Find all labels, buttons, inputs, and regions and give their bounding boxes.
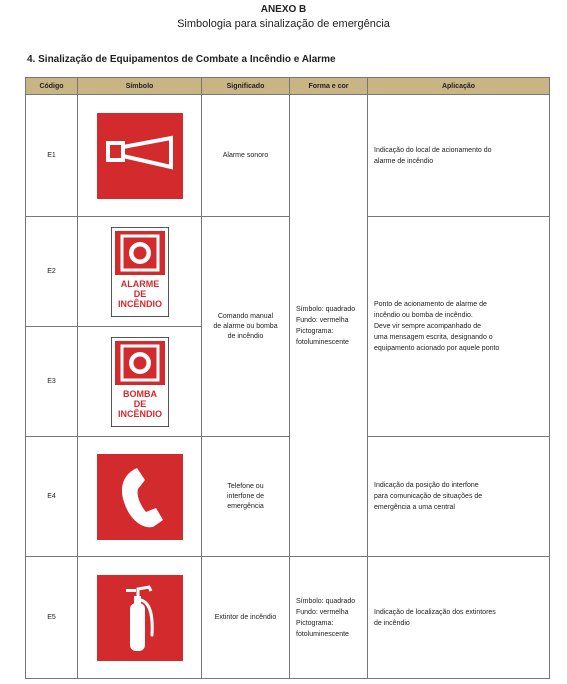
application-text: Indicação do local de acionamento do <box>374 146 492 154</box>
application-cell <box>368 557 550 679</box>
meaning-cell <box>202 557 290 679</box>
form-text: Pictograma: <box>296 327 334 335</box>
application-text: alarme de incêndio <box>374 157 434 165</box>
column-header-meaning: Significado <box>202 78 290 95</box>
meaning-cell <box>202 95 290 217</box>
meaning-text: Telefone ou <box>227 482 264 490</box>
form-color-cell <box>290 95 368 557</box>
application-text: incêndio ou bomba de incêndio. <box>374 312 473 319</box>
symbol-label: DE <box>133 288 146 299</box>
symbol-cell <box>78 557 202 679</box>
column-header-symbol: Símbolo <box>78 78 202 95</box>
table-row <box>26 217 550 327</box>
meaning-text: de alarme ou bomba <box>213 322 278 330</box>
symbol-label: INCÊNDIO <box>117 408 162 419</box>
application-text: de incêndio <box>374 619 410 627</box>
meaning-text: interfone de <box>227 492 264 500</box>
meaning-cell <box>202 437 290 557</box>
symbol-label: ALARME <box>120 278 159 289</box>
form-text: Símbolo: quadrado <box>296 305 356 313</box>
application-text: Indicação da posição do interfone <box>374 482 479 489</box>
symbol-cell <box>78 327 202 437</box>
application-text: Ponto de acionamento de alarme de <box>374 301 487 308</box>
application-text: para comunicação de situações de <box>374 493 483 500</box>
application-text: emergência a uma central <box>374 504 455 511</box>
form-text: Fundo: vermelha <box>296 316 349 324</box>
table-header-row <box>26 78 550 95</box>
signage-table <box>25 77 550 679</box>
application-text: Deve vir sempre acompanhado de <box>374 323 482 330</box>
table-row <box>26 95 550 217</box>
form-text: fotoluminescente <box>296 338 349 346</box>
row-code: E1 <box>26 95 78 217</box>
symbol-cell <box>78 437 202 557</box>
application-text: equipamento acionado por aquele ponto <box>374 345 500 352</box>
annex-subtitle: Simbologia para sinalização de emergência <box>177 18 390 30</box>
meaning-text: de incêndio <box>227 332 264 340</box>
meaning-text: Alarme sonoro <box>222 151 269 159</box>
row-code: E5 <box>26 557 78 679</box>
application-cell <box>368 437 550 557</box>
symbol-label: BOMBA <box>122 388 157 399</box>
table-row <box>26 437 550 557</box>
symbol-cell <box>78 95 202 217</box>
phone-icon <box>97 454 183 540</box>
symbol-cell <box>78 217 202 327</box>
meaning-text: emergência <box>227 502 264 510</box>
alarm-button-icon <box>111 227 169 317</box>
column-header-application: Aplicação <box>368 78 550 95</box>
table-row <box>26 557 550 679</box>
application-text: Indicação de localização dos extintores <box>374 608 496 616</box>
form-text: fotoluminescente <box>296 630 349 638</box>
application-cell <box>368 217 550 437</box>
fire-extinguisher-icon <box>97 575 183 661</box>
alarm-horn-icon <box>97 113 183 199</box>
column-header-form: Forma e cor <box>290 78 368 95</box>
row-code: E3 <box>26 327 78 437</box>
application-cell <box>368 95 550 217</box>
pump-button-icon <box>111 337 169 427</box>
symbol-label: DE <box>133 398 146 409</box>
form-text: Pictograma: <box>296 619 334 627</box>
form-color-cell <box>290 557 368 679</box>
section-title: 4. Sinalização de Equipamentos de Combate a Incêndio e Alarme <box>27 54 336 65</box>
form-text: Símbolo: quadrado <box>296 597 356 605</box>
meaning-text: Comando manual <box>217 312 274 320</box>
form-text: Fundo: vermelha <box>296 608 349 616</box>
column-header-code: Código <box>26 78 78 95</box>
annex-title: ANEXO B <box>260 4 307 15</box>
application-text: uma mensagem escrita, designando o <box>374 334 493 341</box>
meaning-text: Extintor de incêndio <box>214 613 277 621</box>
row-code: E2 <box>26 217 78 327</box>
meaning-cell <box>202 217 290 437</box>
row-code: E4 <box>26 437 78 557</box>
symbol-label: INCÊNDIO <box>117 298 162 309</box>
